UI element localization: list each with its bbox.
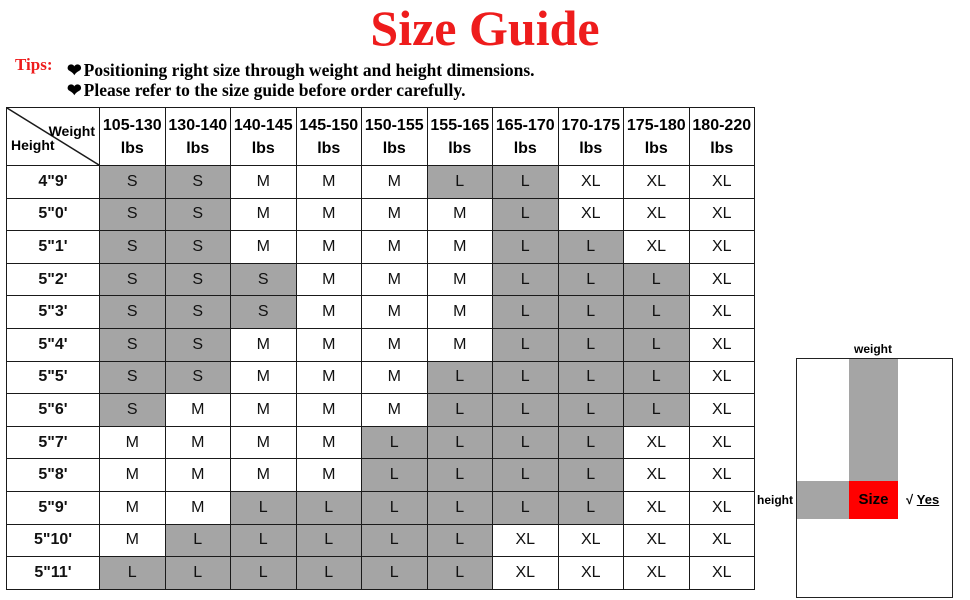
table-row: [7, 166, 755, 199]
page-title: Size Guide: [370, 0, 600, 56]
size-cell: L: [493, 263, 559, 296]
size-cell: L: [624, 263, 690, 296]
size-cell: L: [493, 491, 559, 524]
size-cell: S: [165, 231, 231, 264]
weight-header: [296, 108, 362, 166]
size-cell: L: [558, 361, 624, 394]
size-cell: XL: [689, 394, 755, 427]
size-cell: M: [165, 459, 231, 492]
size-cell: L: [231, 557, 297, 590]
weight-unit: lbs: [644, 139, 668, 157]
legend-height-row: [797, 481, 849, 519]
size-cell: XL: [558, 198, 624, 231]
size-cell: S: [100, 296, 166, 329]
table-row: [7, 557, 755, 590]
size-cell: XL: [689, 426, 755, 459]
size-cell: XL: [558, 557, 624, 590]
size-cell: L: [427, 524, 493, 557]
height-cell: 5"6': [7, 394, 100, 427]
height-cell: 5"10': [7, 524, 100, 557]
size-cell: XL: [624, 557, 690, 590]
size-cell: M: [362, 296, 428, 329]
size-cell: M: [427, 198, 493, 231]
size-cell: XL: [689, 557, 755, 590]
size-cell: S: [100, 328, 166, 361]
size-cell: XL: [624, 166, 690, 199]
table-row: [7, 459, 755, 492]
size-cell: L: [362, 491, 428, 524]
size-cell: L: [558, 328, 624, 361]
size-cell: XL: [689, 166, 755, 199]
size-cell: M: [231, 231, 297, 264]
size-cell: XL: [689, 459, 755, 492]
size-cell: M: [231, 361, 297, 394]
tip-line-2: [67, 80, 466, 101]
size-cell: L: [493, 328, 559, 361]
table-row: [7, 394, 755, 427]
size-cell: M: [427, 263, 493, 296]
size-cell: M: [231, 426, 297, 459]
size-cell: L: [558, 394, 624, 427]
weight-header: [362, 108, 428, 166]
size-cell: L: [493, 231, 559, 264]
size-cell: L: [558, 491, 624, 524]
size-cell: M: [296, 426, 362, 459]
size-cell: M: [296, 296, 362, 329]
table-row: [7, 231, 755, 264]
size-cell: M: [362, 361, 428, 394]
weight-unit: lbs: [579, 139, 603, 157]
weight-header: [165, 108, 231, 166]
size-cell: L: [558, 296, 624, 329]
size-cell: XL: [493, 524, 559, 557]
size-cell: S: [100, 166, 166, 199]
size-cell: L: [100, 557, 166, 590]
size-cell: M: [362, 231, 428, 264]
size-cell: M: [100, 491, 166, 524]
size-cell: L: [165, 557, 231, 590]
size-cell: L: [362, 557, 428, 590]
height-cell: 5"8': [7, 459, 100, 492]
size-cell: XL: [689, 524, 755, 557]
size-cell: XL: [624, 524, 690, 557]
size-cell: S: [100, 231, 166, 264]
weight-header: [624, 108, 690, 166]
size-cell: M: [362, 394, 428, 427]
size-cell: XL: [689, 491, 755, 524]
size-cell: M: [231, 328, 297, 361]
size-cell: L: [624, 328, 690, 361]
size-cell: L: [558, 263, 624, 296]
height-cell: 5"0': [7, 198, 100, 231]
weight-header: [558, 108, 624, 166]
weight-header: [493, 108, 559, 166]
check-icon: √: [906, 492, 914, 507]
size-cell: L: [296, 491, 362, 524]
size-cell: M: [296, 394, 362, 427]
size-cell: L: [165, 524, 231, 557]
legend-yes: [906, 492, 939, 507]
height-cell: 5"7': [7, 426, 100, 459]
weight-range: 145-150: [299, 116, 359, 134]
weight-range: 170-175: [561, 116, 621, 134]
size-cell: L: [493, 296, 559, 329]
weight-range: 130-140: [168, 116, 228, 134]
height-cell: 5"5': [7, 361, 100, 394]
size-cell: S: [165, 361, 231, 394]
table-row: [7, 328, 755, 361]
size-cell: XL: [689, 263, 755, 296]
tip-line-1: [67, 60, 535, 81]
size-cell: M: [231, 459, 297, 492]
size-cell: XL: [689, 198, 755, 231]
size-cell: S: [165, 328, 231, 361]
height-cell: 5"2': [7, 263, 100, 296]
weight-unit: lbs: [186, 139, 210, 157]
size-cell: L: [231, 491, 297, 524]
heart-icon: ❤: [67, 80, 82, 100]
height-cell: 5"9': [7, 491, 100, 524]
weight-unit: lbs: [448, 139, 472, 157]
size-cell: M: [100, 524, 166, 557]
heart-icon: ❤: [67, 60, 82, 80]
corner-height-label: Height: [11, 137, 55, 153]
weight-unit: lbs: [710, 139, 734, 157]
height-cell: 5"3': [7, 296, 100, 329]
size-cell: L: [493, 394, 559, 427]
size-cell: S: [231, 263, 297, 296]
size-cell: L: [493, 459, 559, 492]
size-cell: S: [165, 198, 231, 231]
size-cell: L: [362, 524, 428, 557]
table-row: [7, 361, 755, 394]
size-cell: L: [558, 426, 624, 459]
size-cell: XL: [558, 524, 624, 557]
tip-text: Positioning right size through weight and height dimensions.: [83, 60, 535, 80]
size-cell: S: [100, 394, 166, 427]
size-cell: L: [427, 361, 493, 394]
size-cell: S: [100, 198, 166, 231]
tip-text: Please refer to the size guide before order carefully.: [83, 80, 466, 100]
size-cell: S: [231, 296, 297, 329]
header-row: [7, 108, 755, 166]
size-cell: M: [165, 426, 231, 459]
size-cell: S: [165, 166, 231, 199]
size-cell: XL: [624, 198, 690, 231]
weight-range: 165-170: [495, 116, 555, 134]
size-cell: L: [427, 426, 493, 459]
size-cell: XL: [689, 328, 755, 361]
size-cell: L: [624, 394, 690, 427]
size-cell: L: [362, 426, 428, 459]
size-cell: M: [362, 198, 428, 231]
weight-range: 180-220: [692, 116, 752, 134]
size-cell: M: [100, 459, 166, 492]
weight-unit: lbs: [513, 139, 537, 157]
weight-unit: lbs: [317, 139, 341, 157]
weight-header: [231, 108, 297, 166]
weight-range: 140-145: [233, 116, 293, 134]
weight-header: [100, 108, 166, 166]
size-cell: L: [427, 394, 493, 427]
size-cell: M: [165, 394, 231, 427]
size-cell: L: [296, 557, 362, 590]
size-cell: XL: [624, 459, 690, 492]
size-cell: XL: [558, 166, 624, 199]
legend-weight-label: weight: [854, 342, 892, 356]
weight-range: 155-165: [430, 116, 490, 134]
legend-height-label: height: [757, 493, 793, 507]
height-cell: 5"4': [7, 328, 100, 361]
size-cell: S: [100, 263, 166, 296]
size-cell: L: [296, 524, 362, 557]
corner-cell: [7, 108, 100, 166]
size-cell: L: [493, 198, 559, 231]
table-row: [7, 491, 755, 524]
height-cell: 5"11': [7, 557, 100, 590]
size-cell: L: [493, 361, 559, 394]
size-cell: L: [558, 231, 624, 264]
size-cell: XL: [624, 491, 690, 524]
size-cell: L: [362, 459, 428, 492]
size-cell: L: [493, 426, 559, 459]
size-cell: L: [427, 459, 493, 492]
size-table: [6, 107, 755, 590]
size-cell: M: [296, 263, 362, 296]
size-cell: L: [231, 524, 297, 557]
size-cell: M: [296, 328, 362, 361]
height-cell: 5"1': [7, 231, 100, 264]
size-cell: S: [100, 361, 166, 394]
size-cell: M: [296, 166, 362, 199]
size-cell: XL: [689, 296, 755, 329]
size-cell: M: [296, 361, 362, 394]
size-cell: L: [427, 557, 493, 590]
size-cell: XL: [624, 231, 690, 264]
table-row: [7, 524, 755, 557]
table-row: [7, 296, 755, 329]
weight-unit: lbs: [251, 139, 275, 157]
height-cell: 4"9': [7, 166, 100, 199]
size-cell: M: [427, 328, 493, 361]
size-cell: M: [296, 231, 362, 264]
tips-label: Tips:: [15, 55, 53, 74]
size-cell: L: [427, 166, 493, 199]
weight-header: [427, 108, 493, 166]
size-cell: M: [427, 296, 493, 329]
size-cell: XL: [624, 426, 690, 459]
size-cell: M: [231, 166, 297, 199]
size-cell: M: [362, 166, 428, 199]
size-cell: M: [362, 263, 428, 296]
weight-header: [689, 108, 755, 166]
size-cell: M: [296, 198, 362, 231]
weight-unit: lbs: [120, 139, 144, 157]
size-cell: L: [427, 491, 493, 524]
table-row: [7, 426, 755, 459]
size-cell: XL: [493, 557, 559, 590]
weight-range: 175-180: [626, 116, 686, 134]
size-cell: M: [100, 426, 166, 459]
legend-size-cell: Size: [849, 481, 898, 519]
size-cell: M: [362, 328, 428, 361]
weight-unit: lbs: [382, 139, 406, 157]
size-cell: L: [558, 459, 624, 492]
size-cell: M: [231, 198, 297, 231]
size-cell: M: [427, 231, 493, 264]
size-cell: XL: [689, 361, 755, 394]
size-cell: M: [296, 459, 362, 492]
size-cell: L: [624, 296, 690, 329]
size-cell: M: [165, 491, 231, 524]
size-cell: L: [624, 361, 690, 394]
legend-weight-column: [849, 359, 898, 481]
table-row: [7, 263, 755, 296]
weight-range: 150-155: [364, 116, 424, 134]
weight-range: 105-130: [102, 116, 162, 134]
size-cell: S: [165, 263, 231, 296]
corner-weight-label: Weight: [48, 123, 95, 139]
size-cell: S: [165, 296, 231, 329]
table-row: [7, 198, 755, 231]
legend-yes-label: Yes: [916, 492, 940, 507]
size-cell: XL: [689, 231, 755, 264]
size-cell: L: [493, 166, 559, 199]
size-cell: M: [231, 394, 297, 427]
